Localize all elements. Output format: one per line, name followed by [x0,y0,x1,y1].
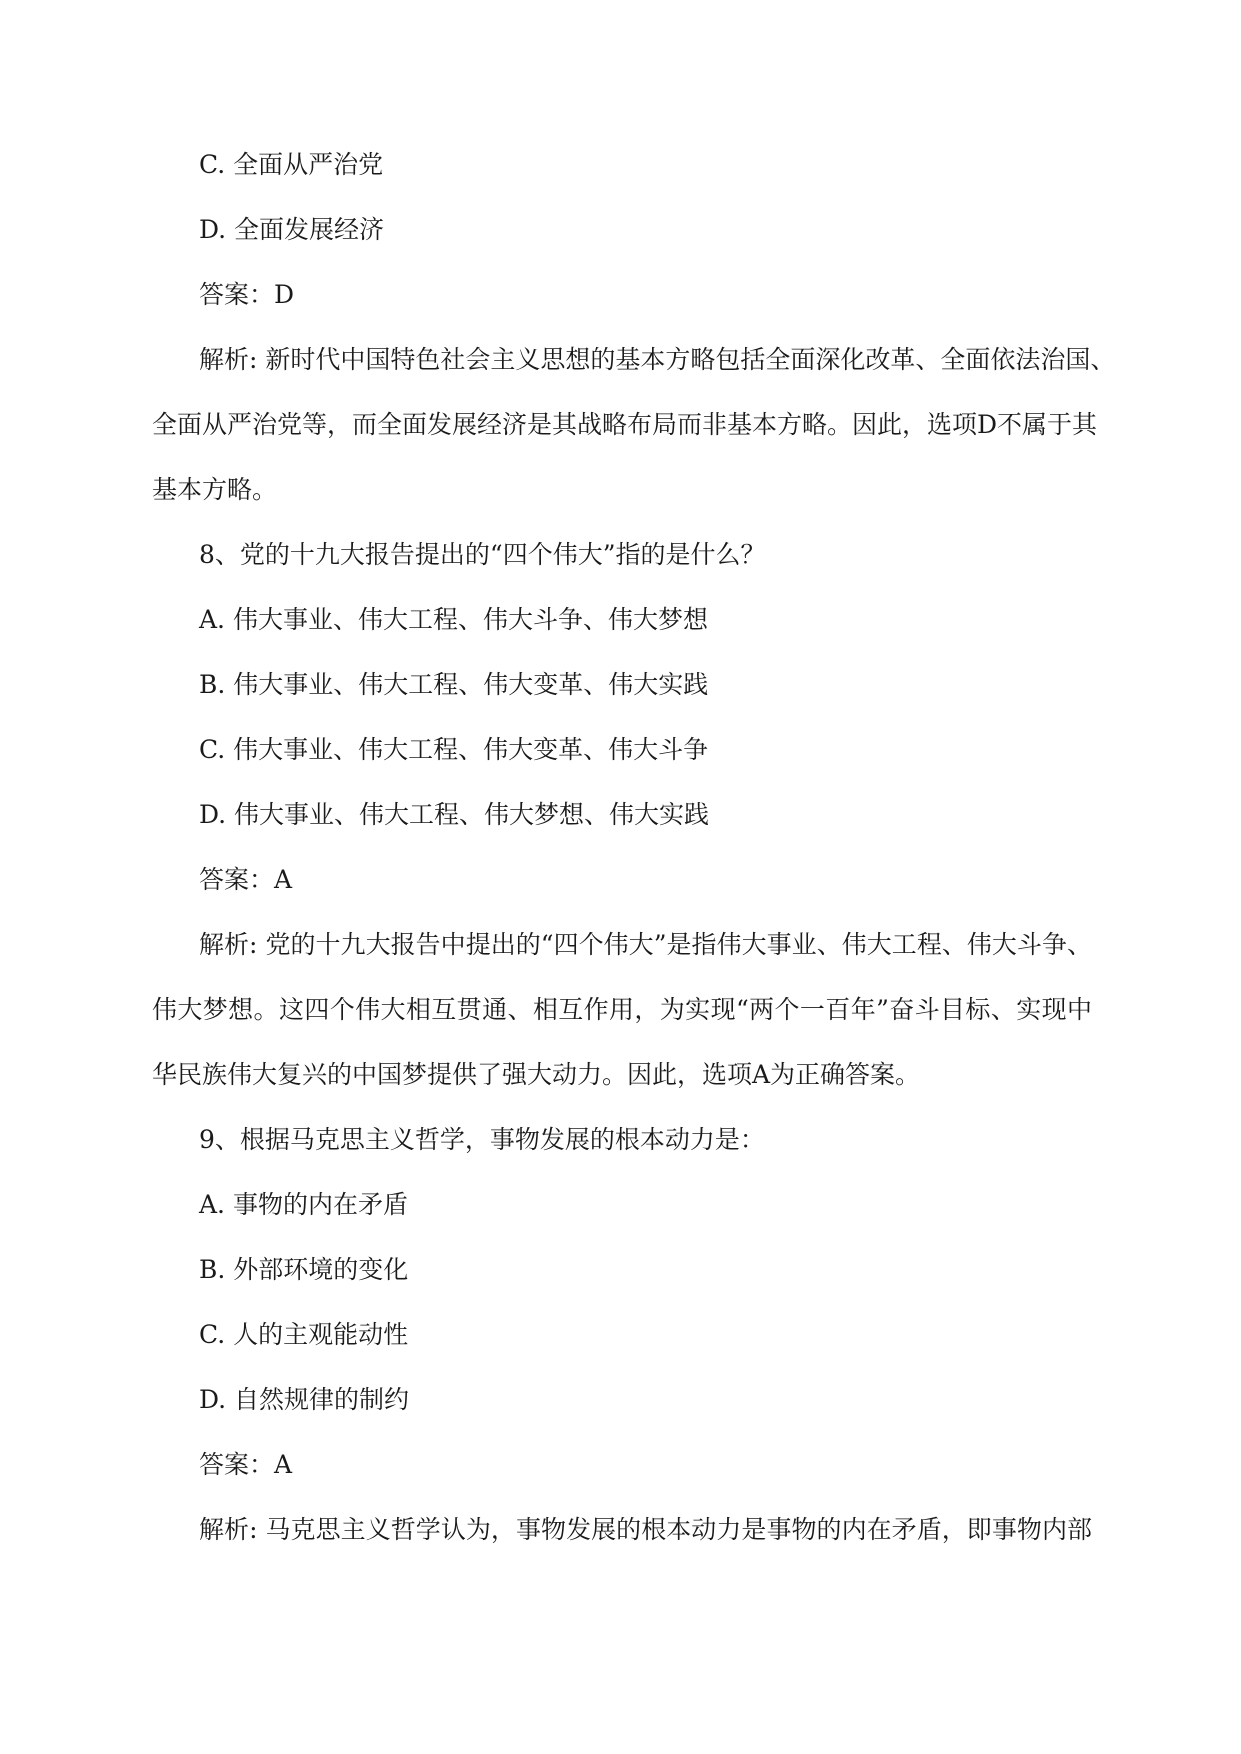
q8-analysis-line-2: 伟大梦想。这四个伟大相互贯通、相互作用，为实现“两个一百年”奋斗目标、实现中 [152,995,1092,1024]
q9-option-a: A. 事物的内在矛盾 [199,1190,408,1219]
q9-question: 9、根据马克思主义哲学，事物发展的根本动力是： [199,1125,765,1154]
q7-option-d: D. 全面发展经济 [199,215,385,244]
q7-answer: 答案：D [199,280,295,309]
q8-question: 8、党的十九大报告提出的“四个伟大”指的是什么？ [199,540,766,569]
q7-analysis-line-3: 基本方略。 [152,475,278,504]
q8-option-c: C. 伟大事业、伟大工程、伟大变革、伟大斗争 [199,735,709,764]
q9-option-d: D. 自然规律的制约 [199,1385,410,1414]
q8-option-b: B. 伟大事业、伟大工程、伟大变革、伟大实践 [199,670,709,699]
q9-answer: 答案：A [199,1450,293,1479]
q9-analysis-line-1: 解析: 马克思主义哲学认为，事物发展的根本动力是事物的内在矛盾，即事物内部 [199,1515,1092,1544]
q8-option-d: D. 伟大事业、伟大工程、伟大梦想、伟大实践 [199,800,710,829]
q8-analysis-line-3: 华民族伟大复兴的中国梦提供了强大动力。因此，选项A为正确答案。 [152,1060,921,1089]
q9-option-b: B. 外部环境的变化 [199,1255,409,1284]
q9-option-c: C. 人的主观能动性 [199,1320,409,1349]
q7-analysis-line-1: 解析: 新时代中国特色社会主义思想的基本方略包括全面深化改革、全面依法治国、 [199,345,1116,374]
q8-analysis-line-1: 解析: 党的十九大报告中提出的“四个伟大”是指伟大事业、伟大工程、伟大斗争、 [199,930,1092,959]
q7-analysis-line-2: 全面从严治党等，而全面发展经济是其战略布局而非基本方略。因此，选项D不属于其 [152,410,1098,439]
q7-option-c: C. 全面从严治党 [199,150,384,179]
q8-option-a: A. 伟大事业、伟大工程、伟大斗争、伟大梦想 [199,605,708,634]
q8-answer: 答案：A [199,865,293,894]
